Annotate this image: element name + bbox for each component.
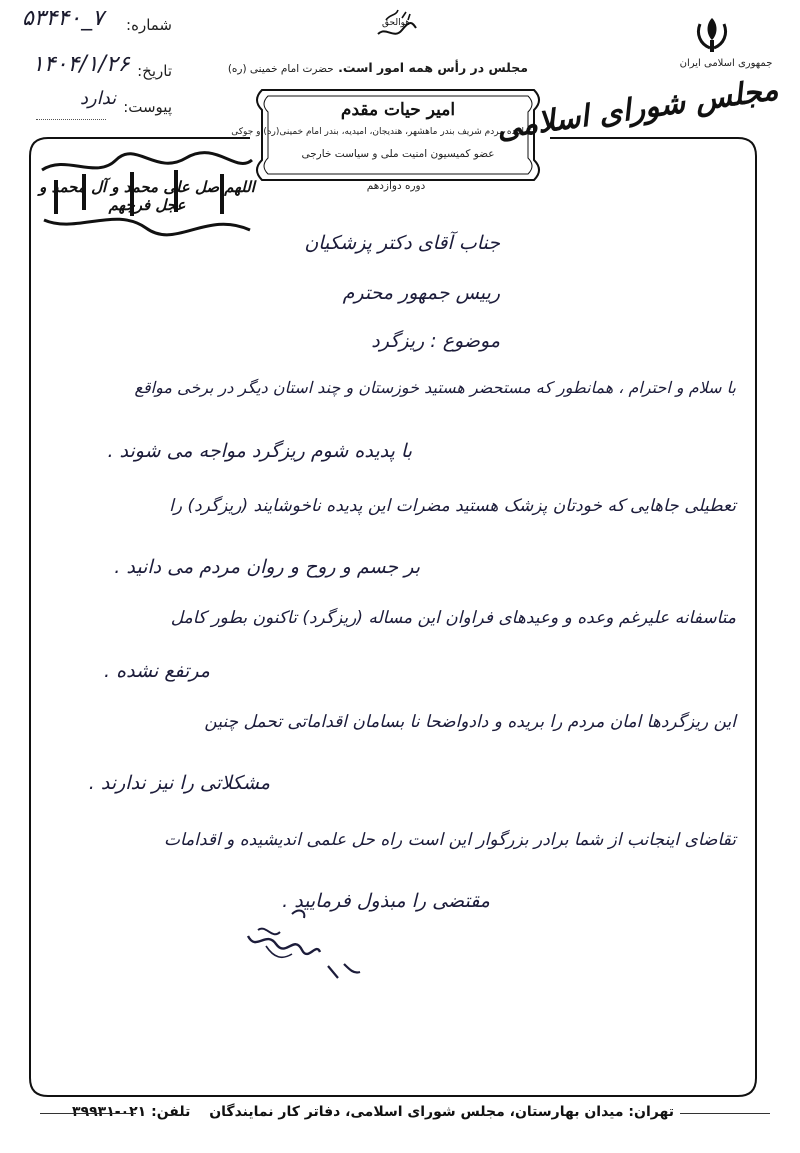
attachment-dots xyxy=(36,108,106,127)
letter-attachment-label: پیوست: xyxy=(123,98,172,116)
body-line-5: متاسفانه علیرغم وعده و وعیدهای فراوان این مساله (ریزگرد) تاکنون بطور کامل xyxy=(170,608,736,628)
body-line-4: بر جسم و روح و روان مردم می دانید . xyxy=(114,556,420,578)
motto-source: حضرت امام خمینی (ره) xyxy=(227,63,334,75)
signature-icon xyxy=(236,900,376,990)
logo-country: جمهوری اسلامی ایران xyxy=(679,58,773,69)
letter-number-value: ۵۳۴۴۰_۷ xyxy=(22,6,104,31)
motto-text: مجلس در رأس همه امور است. xyxy=(338,60,528,75)
representative-desc-2: عضو کمیسیون امنیت ملی و سیاست خارجی xyxy=(301,148,495,160)
footer-rule-right xyxy=(680,1113,770,1114)
body-line-9: تقاضای اینجانب از شما برادر بزرگوار این است راه حل علمی اندیشیده و اقدامات xyxy=(163,830,736,850)
letter-attachment-value: ندارد xyxy=(80,88,117,109)
letter-date-row xyxy=(137,62,172,80)
body-line-7: این ریزگردها امان مردم را بریده و دادواضحا نا بسامان اقداماتی تحمل چنین xyxy=(204,712,736,732)
letter-number-label: شماره: xyxy=(126,16,172,34)
footer-phone: ۰۲۱-۳۹۹۳۱ xyxy=(72,1104,147,1120)
footer-rule-left xyxy=(40,1113,136,1114)
letter-number-row xyxy=(126,16,172,34)
footer-address: تهران: میدان بهارستان، مجلس شورای اسلامی، دفاتر کار نمایندگان xyxy=(209,1104,674,1120)
top-emblem-text: هوالحق xyxy=(382,18,410,28)
body-line-10: مقتضی را مبذول فرمایید . xyxy=(282,890,490,912)
body-line-1: با سلام و احترام ، همانطور که مستحضر هستید خوزستان و چند استان دیگر در برخی مواقع xyxy=(134,378,736,397)
letter-date-value: ۱۴۰۴/۱/۲۶ xyxy=(32,52,130,77)
majles-motto xyxy=(227,60,528,75)
parliament-term: دوره دوازدهم xyxy=(366,180,426,192)
letter-attachment-row xyxy=(123,98,172,116)
salutation-line-2: رییس جمهور محترم xyxy=(342,282,500,304)
footer-phone-label: تلفن: xyxy=(151,1104,191,1120)
iran-emblem-icon xyxy=(694,14,730,54)
representative-name: امیر حیات مقدم xyxy=(340,100,456,120)
body-line-2: با پدیده شوم ریزگرد مواجه می شوند . xyxy=(107,440,412,462)
salutation-line-1: جناب آقای دکتر پزشکیان xyxy=(304,232,500,254)
body-line-6: مرتفع نشده . xyxy=(104,660,210,682)
body-line-8: مشکلاتی را نیز ندارند . xyxy=(88,772,270,794)
representative-desc-1: نماینده مردم شریف بندر ماهشهر، هندیجان، امیدیه، بندر امام خمینی(ره) و جوکی xyxy=(231,127,532,137)
body-line-3: تعطیلی جاهایی که خودتان پزشک هستید مضرات این پدیده ناخوشایند (ریزگرد) را xyxy=(169,496,736,516)
majles-logo-text: مجلس شورای اسلامی xyxy=(494,72,781,147)
calligraphy-text: اللهم صل علی محمد و آل محمد و عجل فرجهم xyxy=(39,178,255,214)
subject-line: موضوع : ریزگرد xyxy=(371,330,500,352)
footer-address-row xyxy=(72,1104,674,1120)
letter-date-label: تاریخ: xyxy=(137,62,172,80)
